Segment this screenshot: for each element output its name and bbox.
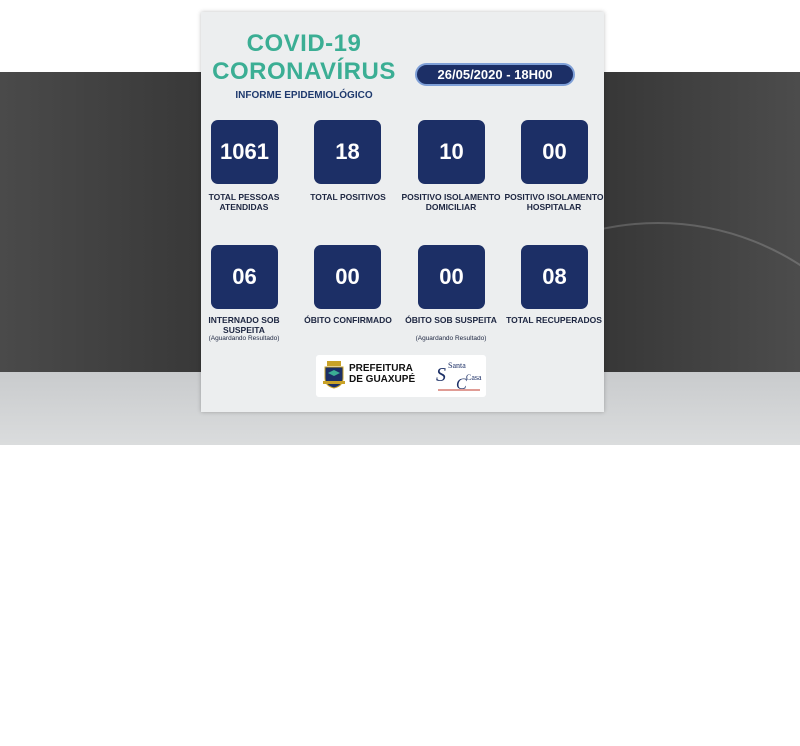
subtitle-informe: INFORME EPIDEMIOLÓGICO [235,90,373,101]
bulletin-card [201,12,604,412]
stat-label-isolamento-domiciliar: POSITIVO ISOLAMENTO DOMICILIAR [401,192,501,212]
stat-label-internado-suspeita: INTERNADO SOB SUSPEITA [208,315,280,335]
santa-casa-word1: Santa [448,361,466,370]
stat-tile-isolamento-domiciliar: 10 [418,120,485,184]
guaxupe-crest-icon [323,361,345,389]
svg-text:S: S [436,364,446,386]
santa-casa-word2: Casa [466,373,482,382]
stat-label-total-recuperados: TOTAL RECUPERADOS [506,315,602,325]
footer-logos [316,355,486,397]
title-coronavirus: CORONAVÍRUS [212,58,396,85]
stat-tile-obito-suspeita: 00 [418,245,485,309]
stat-label-total-atendidas: TOTAL PESSOAS ATENDIDAS [208,192,280,212]
svg-text:C: C [456,376,467,393]
prefeitura-name: PREFEITURA DE GUAXUPÉ [349,363,416,385]
stat-tile-obito-confirmado: 00 [314,245,381,309]
stat-note-internado-suspeita: (Aguardando Resultado) [208,335,280,342]
santa-casa-logo [434,359,482,393]
stat-tile-total-recuperados: 08 [521,245,588,309]
title-covid: COVID-19 [246,30,362,57]
stat-label-obito-confirmado: ÓBITO CONFIRMADO [304,315,392,325]
stat-tile-isolamento-hospitalar: 00 [521,120,588,184]
stat-tile-total-positivos: 18 [314,120,381,184]
stat-note-obito-suspeita: (Aguardando Resultado) [415,335,487,342]
stat-label-obito-suspeita: ÓBITO SOB SUSPEITA [405,315,497,325]
date-badge: 26/05/2020 - 18H00 [415,63,575,86]
stat-tile-total-atendidas: 1061 [211,120,278,184]
stat-label-isolamento-hospitalar: POSITIVO ISOLAMENTO HOSPITALAR [504,192,604,212]
stat-label-total-positivos: TOTAL POSITIVOS [310,192,386,202]
stat-tile-internado-suspeita: 06 [211,245,278,309]
